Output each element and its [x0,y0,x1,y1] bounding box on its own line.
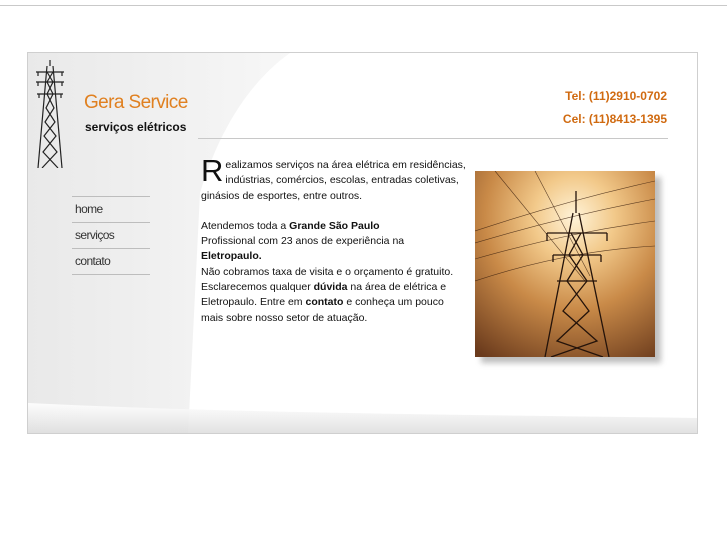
phone-cel: Cel: (11)8413-1395 [562,112,667,126]
main-panel [27,52,698,434]
dropcap-letter: R [201,153,224,188]
brand-title: Gera Service [84,92,188,113]
pricing-paragraph: Não cobramos taxa de visita e o orçamento é gratuito. [201,265,454,278]
help-text-a: Esclarecemos qualquer [201,281,314,294]
help-bold-contact[interactable]: contato [305,296,344,309]
help-text-b: na área de elétrica e Eletropaulo. Entre em [201,281,447,309]
coverage-text: Atendemos toda a [201,219,290,232]
nav-divider [72,274,150,275]
header-divider [198,138,668,139]
help-bold-doubt: dúvida [313,281,348,294]
main-nav [72,196,150,275]
nav-item-home[interactable]: home [75,202,103,216]
experience-paragraph [201,234,466,265]
experience-company: Eletropaulo. [201,250,262,263]
transmission-tower-photo [475,171,655,357]
top-divider [0,5,727,6]
help-text-c: e conheça um pouco mais sobre nosso setor de atuação. [201,296,444,324]
power-tower-icon [34,60,66,168]
coverage-paragraph [201,219,466,234]
photo-frame [475,171,655,357]
intro-text: ealizamos serviços na área elétrica em residências, indústrias, comércios, escolas, entradas coletivas, ginásios de esportes, entre outros. [201,159,466,202]
coverage-region: Grande São Paulo [289,219,380,232]
help-paragraph [201,280,466,326]
experience-text: Profissional com 23 anos de experiência na [201,235,405,248]
phone-tel: Tel: (11)2910-0702 [565,89,667,103]
brand-subtitle: serviços elétricos [85,120,187,134]
nav-item-servicos[interactable]: serviços [75,228,115,242]
nav-item-contato[interactable]: contato [75,254,111,268]
intro-paragraph [201,153,466,204]
main-content [201,153,466,326]
